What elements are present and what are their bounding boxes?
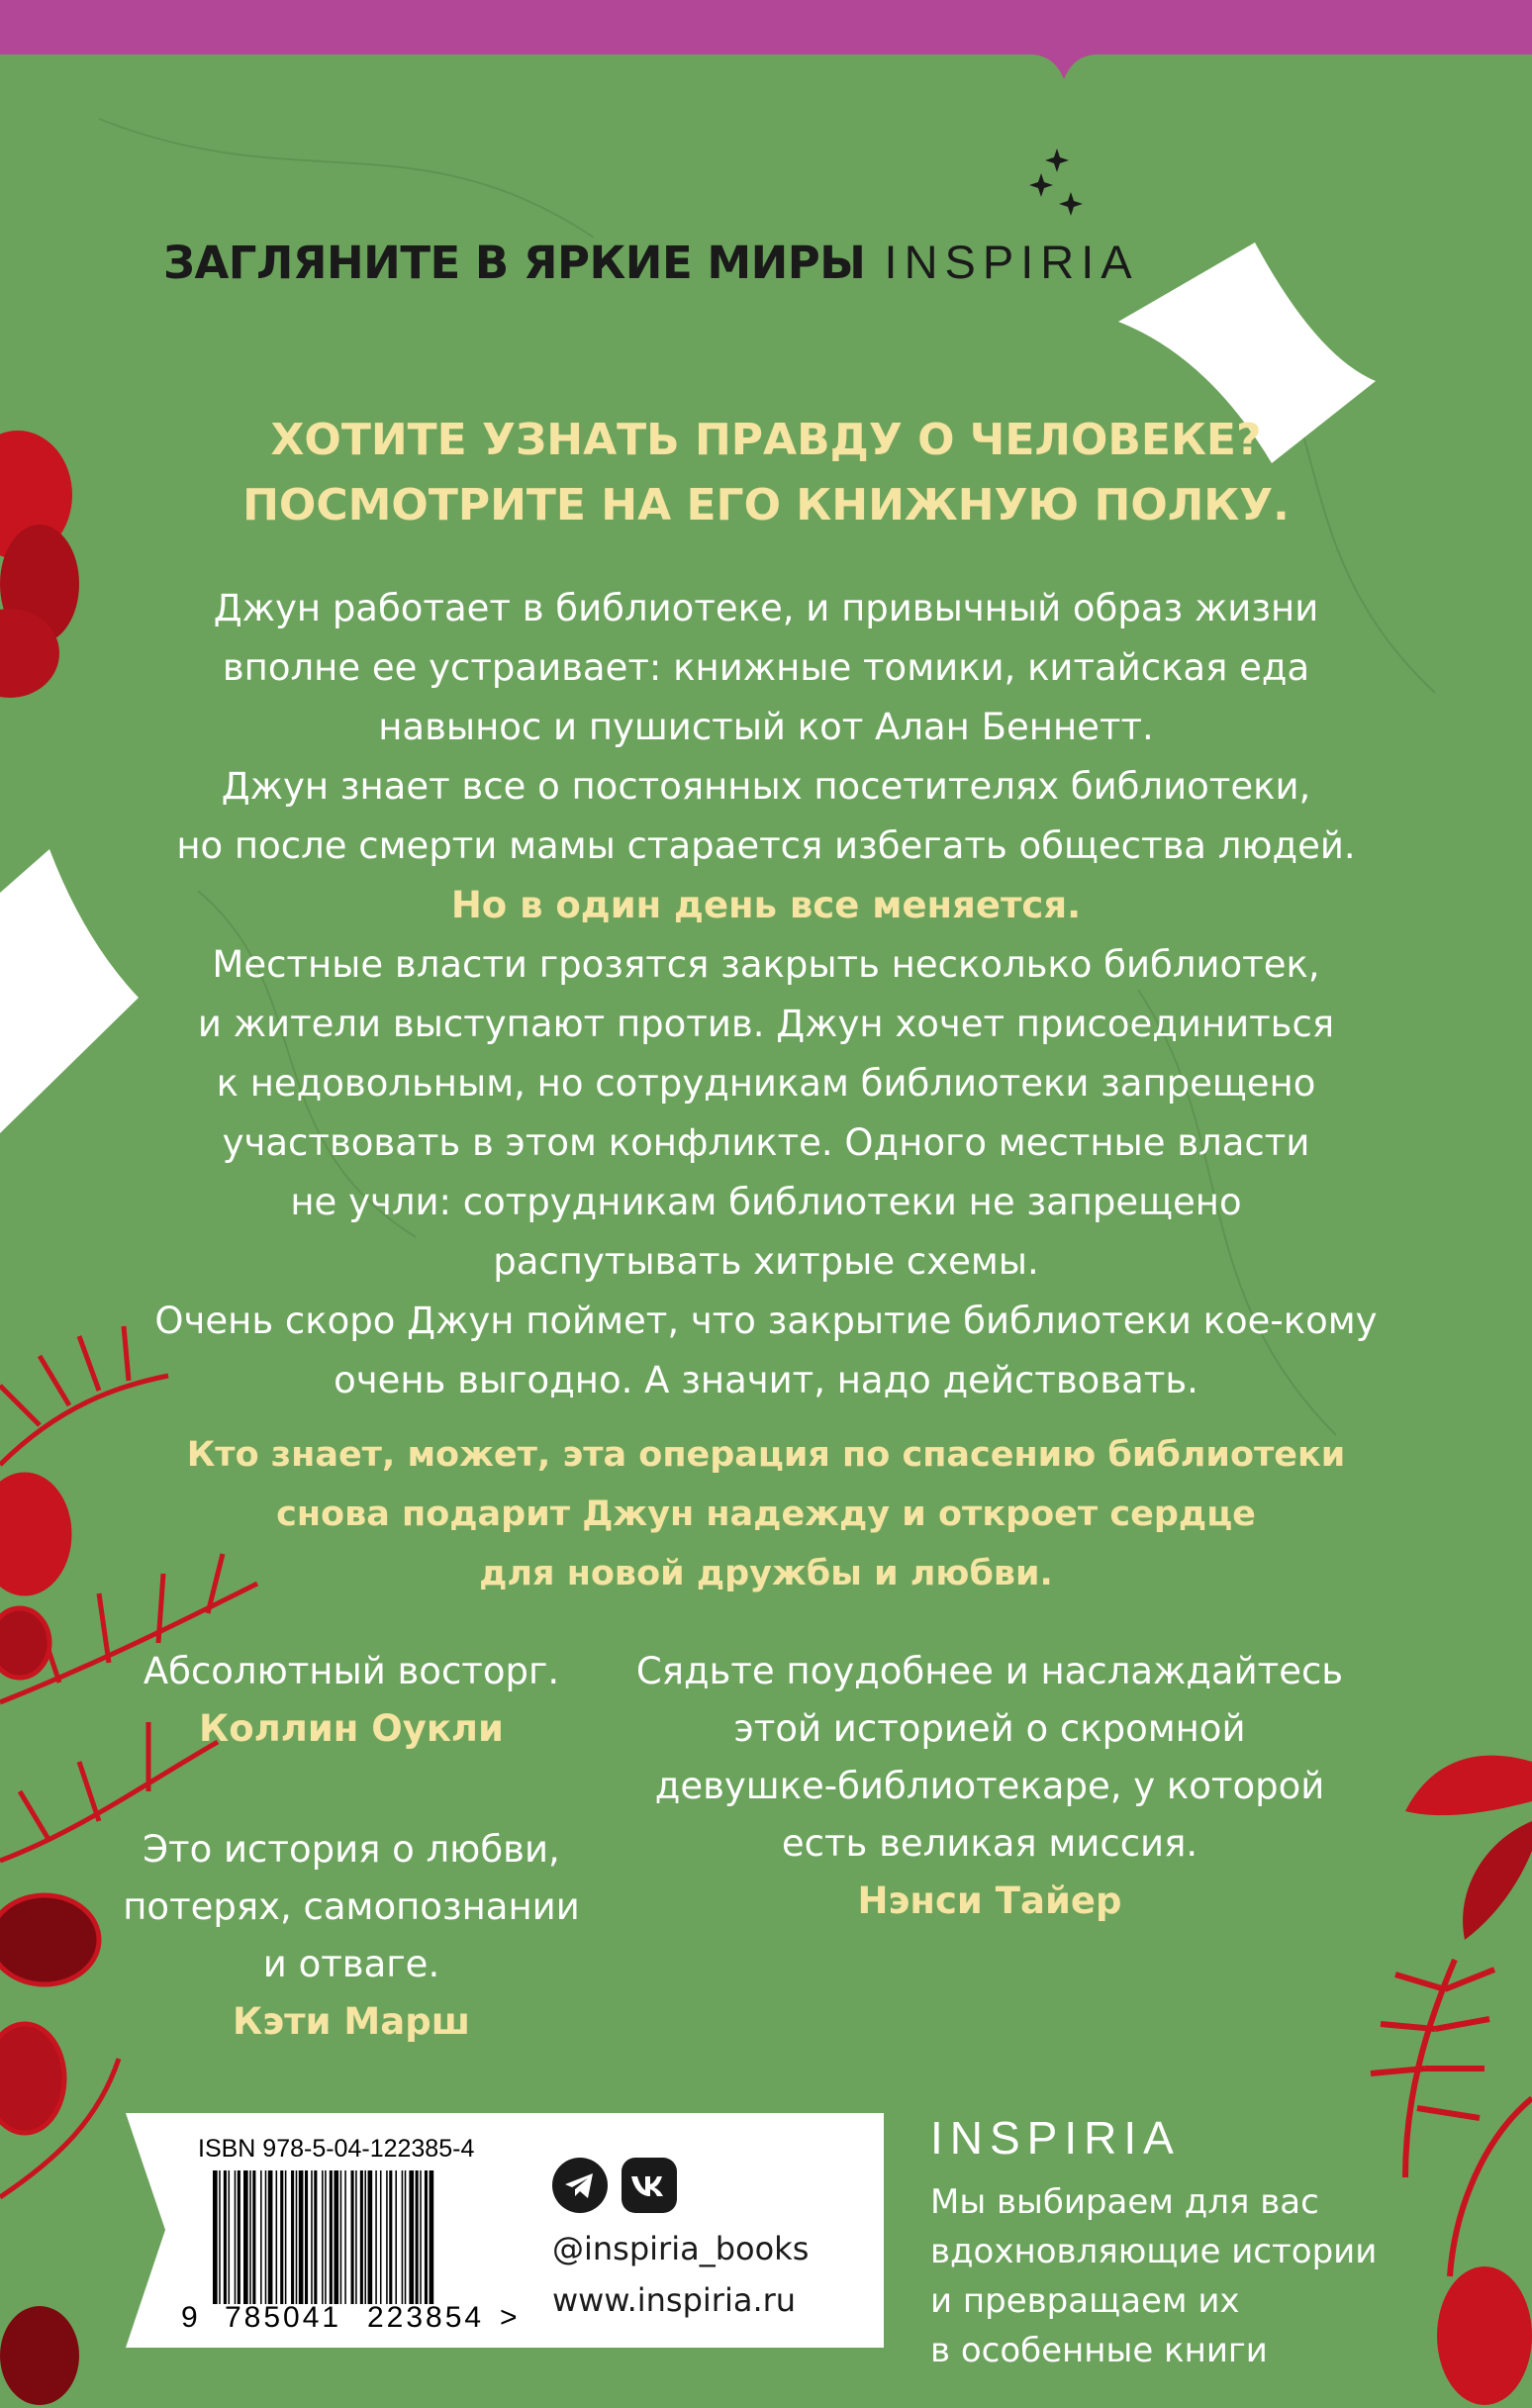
vk-icon[interactable] bbox=[622, 2158, 677, 2213]
barcode-digits-right: 223854 bbox=[367, 2301, 485, 2334]
barcode-bar bbox=[265, 2170, 267, 2304]
tagline-text: ЗАГЛЯНИТЕ В ЯРКИЕ МИРЫ bbox=[163, 237, 866, 289]
barcode-bar bbox=[224, 2170, 227, 2304]
description-line: Очень скоро Джун поймет, что закрытие библиотеки кое-кому bbox=[154, 1300, 1378, 1342]
barcode-bar bbox=[291, 2170, 294, 2304]
barcode-bar bbox=[351, 2170, 354, 2304]
description-line: распутывать хитрые схемы. bbox=[493, 1240, 1039, 1283]
headline bbox=[0, 408, 1532, 538]
barcode-digits-left: 785041 bbox=[225, 2301, 342, 2334]
barcode-bar bbox=[395, 2170, 397, 2304]
quote-author: Нэнси Тайер bbox=[857, 1879, 1122, 1922]
barcode-bar bbox=[235, 2170, 237, 2304]
website-link[interactable]: www.inspiria.ru bbox=[552, 2281, 797, 2319]
barcode-bar bbox=[386, 2170, 388, 2304]
sparkle-stars-icon bbox=[1027, 148, 1087, 223]
barcode-bar bbox=[330, 2170, 333, 2304]
description bbox=[89, 579, 1443, 1410]
barcode-bar bbox=[405, 2170, 407, 2304]
closing-paragraph bbox=[59, 1425, 1473, 1603]
barcode-bar bbox=[238, 2170, 240, 2304]
description-line: участвовать в этом конфликте. Одного местные власти bbox=[222, 1121, 1310, 1164]
barcode-bar bbox=[402, 2170, 404, 2304]
headline-line-1: ХОТИТЕ УЗНАТЬ ПРАВДУ О ЧЕЛОВЕКЕ? bbox=[270, 415, 1262, 465]
slogan-line: вдохновляющие истории bbox=[930, 2232, 1378, 2271]
panel-notch bbox=[126, 2113, 173, 2348]
barcode-bar bbox=[360, 2170, 363, 2304]
barcode-bar bbox=[416, 2170, 419, 2304]
telegram-icon[interactable] bbox=[552, 2158, 608, 2213]
barcode-bar bbox=[243, 2170, 248, 2304]
dark-seed-pod-left bbox=[0, 2306, 79, 2405]
description-line: но после смерти мамы старается избегать общества людей. bbox=[176, 824, 1356, 867]
social-handle[interactable]: @inspiria_books bbox=[552, 2230, 810, 2267]
barcode-bar bbox=[249, 2170, 251, 2304]
review-quote-3 bbox=[633, 1643, 1346, 1930]
barcode-bar bbox=[425, 2170, 428, 2304]
quote-text: Сядьте поудобнее и наслаждайтесь bbox=[635, 1650, 1344, 1692]
red-butterfly-right bbox=[1405, 1756, 1532, 1940]
quote-text: и отваге. bbox=[262, 1943, 440, 1985]
review-quote-2 bbox=[99, 1821, 604, 2051]
description-line: Джун знает все о постоянных посетителях библиотеки, bbox=[221, 765, 1311, 808]
description-line: и жители выступают против. Джун хочет присоединиться bbox=[197, 1003, 1335, 1045]
barcode-bar bbox=[299, 2170, 304, 2304]
barcode-bar bbox=[375, 2170, 377, 2304]
closing-line: для новой дружбы и любви. bbox=[479, 1554, 1053, 1593]
barcode-bar bbox=[430, 2170, 434, 2304]
barcode-bar bbox=[285, 2170, 287, 2304]
barcode-bar bbox=[368, 2170, 373, 2304]
brand-logo: INSPIRIA bbox=[884, 236, 1139, 288]
publisher-slogan bbox=[930, 2177, 1377, 2375]
quote-text: девушке-библиотекаре, у которой bbox=[654, 1765, 1325, 1807]
barcode-bar bbox=[219, 2170, 221, 2304]
barcode-bar bbox=[420, 2170, 422, 2304]
isbn-label: ISBN 978-5-04-122385-4 bbox=[198, 2135, 475, 2163]
publisher-logo: INSPIRIA bbox=[930, 2112, 1181, 2164]
quote-text: есть великая миссия. bbox=[781, 1822, 1198, 1865]
red-fern-right bbox=[1371, 1960, 1532, 2276]
headline-line-2: ПОСМОТРИТЕ НА ЕГО КНИЖНУЮ ПОЛКУ. bbox=[242, 480, 1290, 530]
quote-text: Абсолютный восторг. bbox=[143, 1650, 560, 1692]
barcode-bar bbox=[364, 2170, 366, 2304]
barcode bbox=[209, 2170, 506, 2304]
quote-author: Коллин Оукли bbox=[199, 1707, 504, 1750]
description-line: не учли: сотрудникам библиотеки не запрещено bbox=[290, 1181, 1242, 1223]
description-line: очень выгодно. А значит, надо действовать. bbox=[334, 1359, 1198, 1401]
quote-author: Кэти Марш bbox=[233, 2000, 470, 2043]
description-line: навынос и пушистый кот Алан Беннетт. bbox=[378, 706, 1154, 748]
red-leaf-bottom-right bbox=[1437, 2266, 1532, 2405]
quote-text: этой историей о скромной bbox=[733, 1707, 1246, 1750]
barcode-bar bbox=[252, 2170, 255, 2304]
description-line: Джун работает в библиотеке, и привычный образ жизни bbox=[213, 587, 1319, 629]
top-magenta-band bbox=[0, 0, 1532, 79]
barcode-bar bbox=[380, 2170, 382, 2304]
description-line: вполне ее устраивает: книжные томики, китайская еда bbox=[222, 646, 1310, 689]
barcode-bar bbox=[344, 2170, 346, 2304]
description-line: к недовольным, но сотрудникам библиотеки запрещено bbox=[216, 1062, 1316, 1105]
closing-line: снова подарит Джун надежду и откроет сердце bbox=[276, 1494, 1256, 1534]
slogan-line: в особенные книги bbox=[930, 2331, 1268, 2370]
review-quote-1 bbox=[99, 1643, 604, 1758]
barcode-digit-lead: 9 bbox=[181, 2301, 198, 2334]
barcode-bars bbox=[209, 2170, 506, 2304]
barcode-quiet-marker: > bbox=[500, 2301, 518, 2334]
barcode-bar bbox=[229, 2170, 231, 2304]
barcode-bar bbox=[355, 2170, 357, 2304]
barcode-bar bbox=[311, 2170, 313, 2304]
header-tagline bbox=[163, 235, 1139, 289]
quote-text: потерях, самопознании bbox=[123, 1885, 580, 1928]
barcode-bar bbox=[296, 2170, 298, 2304]
slogan-line: и превращаем их bbox=[930, 2281, 1240, 2321]
barcode-bar bbox=[334, 2170, 338, 2304]
slogan-line: Мы выбираем для вас bbox=[930, 2182, 1319, 2222]
barcode-bar bbox=[305, 2170, 308, 2304]
barcode-bar bbox=[314, 2170, 317, 2304]
barcode-bar bbox=[322, 2170, 324, 2304]
barcode-bar bbox=[276, 2170, 278, 2304]
barcode-bar bbox=[325, 2170, 327, 2304]
quote-text: Это история о любви, bbox=[143, 1828, 560, 1871]
barcode-bar bbox=[409, 2170, 414, 2304]
barcode-bar bbox=[389, 2170, 392, 2304]
barcode-bar bbox=[340, 2170, 342, 2304]
barcode-bar bbox=[260, 2170, 262, 2304]
barcode-bar bbox=[213, 2170, 218, 2304]
barcode-bar bbox=[280, 2170, 283, 2304]
publisher-block bbox=[930, 2108, 1377, 2375]
description-line: Местные власти грозятся закрыть несколько библиотек, bbox=[212, 943, 1320, 986]
barcode-bar bbox=[268, 2170, 273, 2304]
closing-line: Кто знает, может, эта операция по спасению библиотеки bbox=[186, 1435, 1346, 1475]
description-line-highlight: Но в один день все меняется. bbox=[450, 884, 1082, 926]
isbn-panel bbox=[173, 2113, 884, 2348]
